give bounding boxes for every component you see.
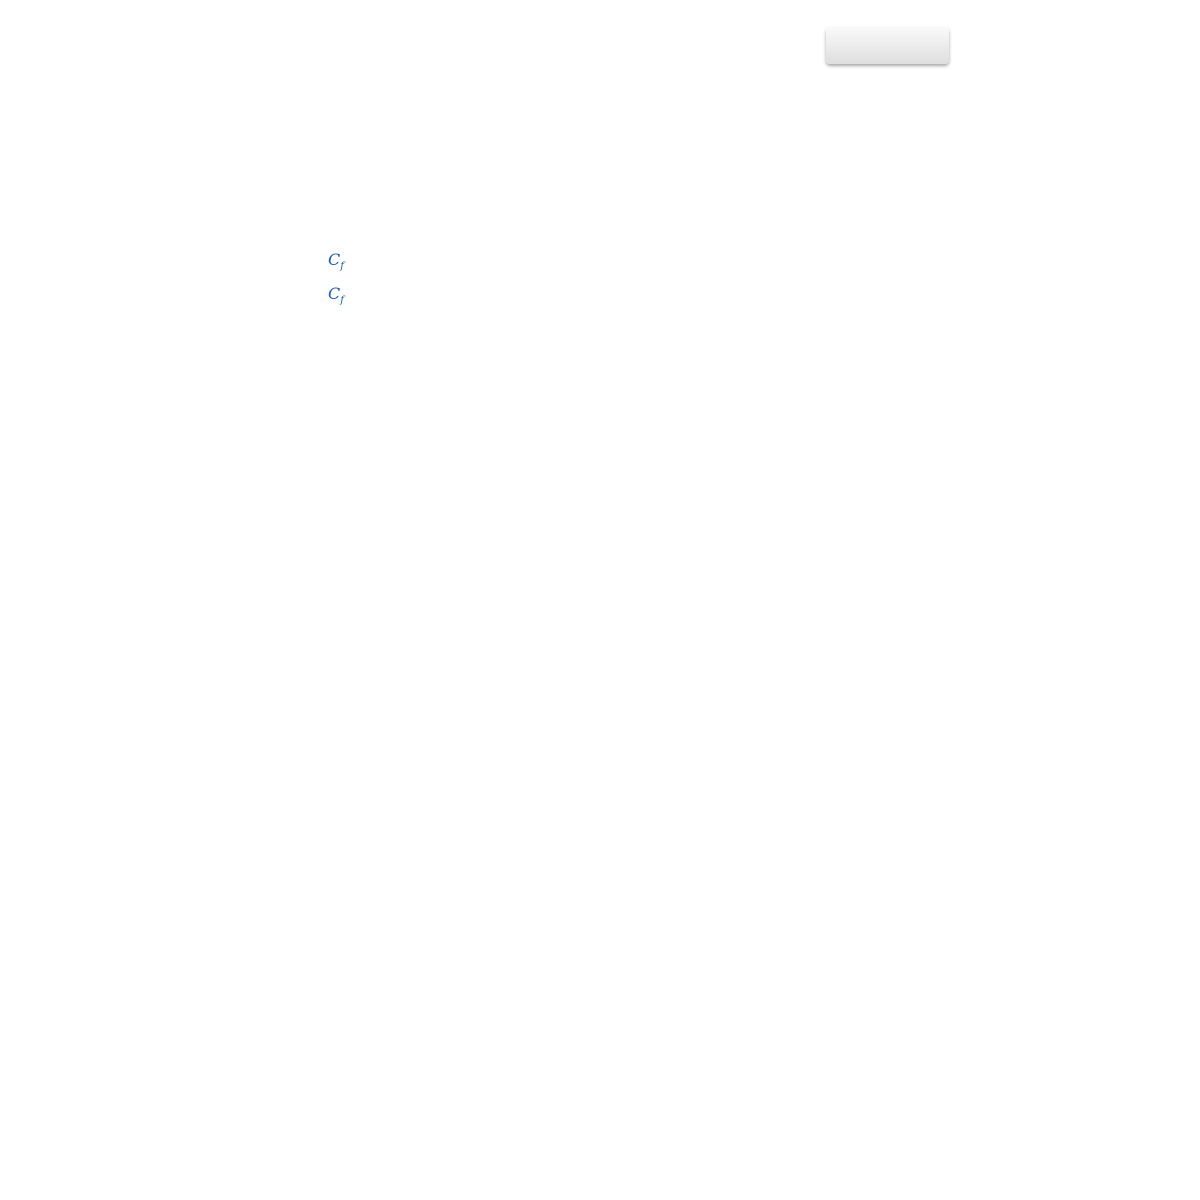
- question-list: [300, 246, 925, 314]
- curve-symbol: $C_f$: [328, 284, 344, 307]
- series-badge: [826, 27, 949, 64]
- curve-symbol: $C_f$: [328, 250, 344, 273]
- function-graph: [350, 440, 850, 835]
- question-item: [300, 246, 925, 280]
- question-item: [300, 280, 925, 314]
